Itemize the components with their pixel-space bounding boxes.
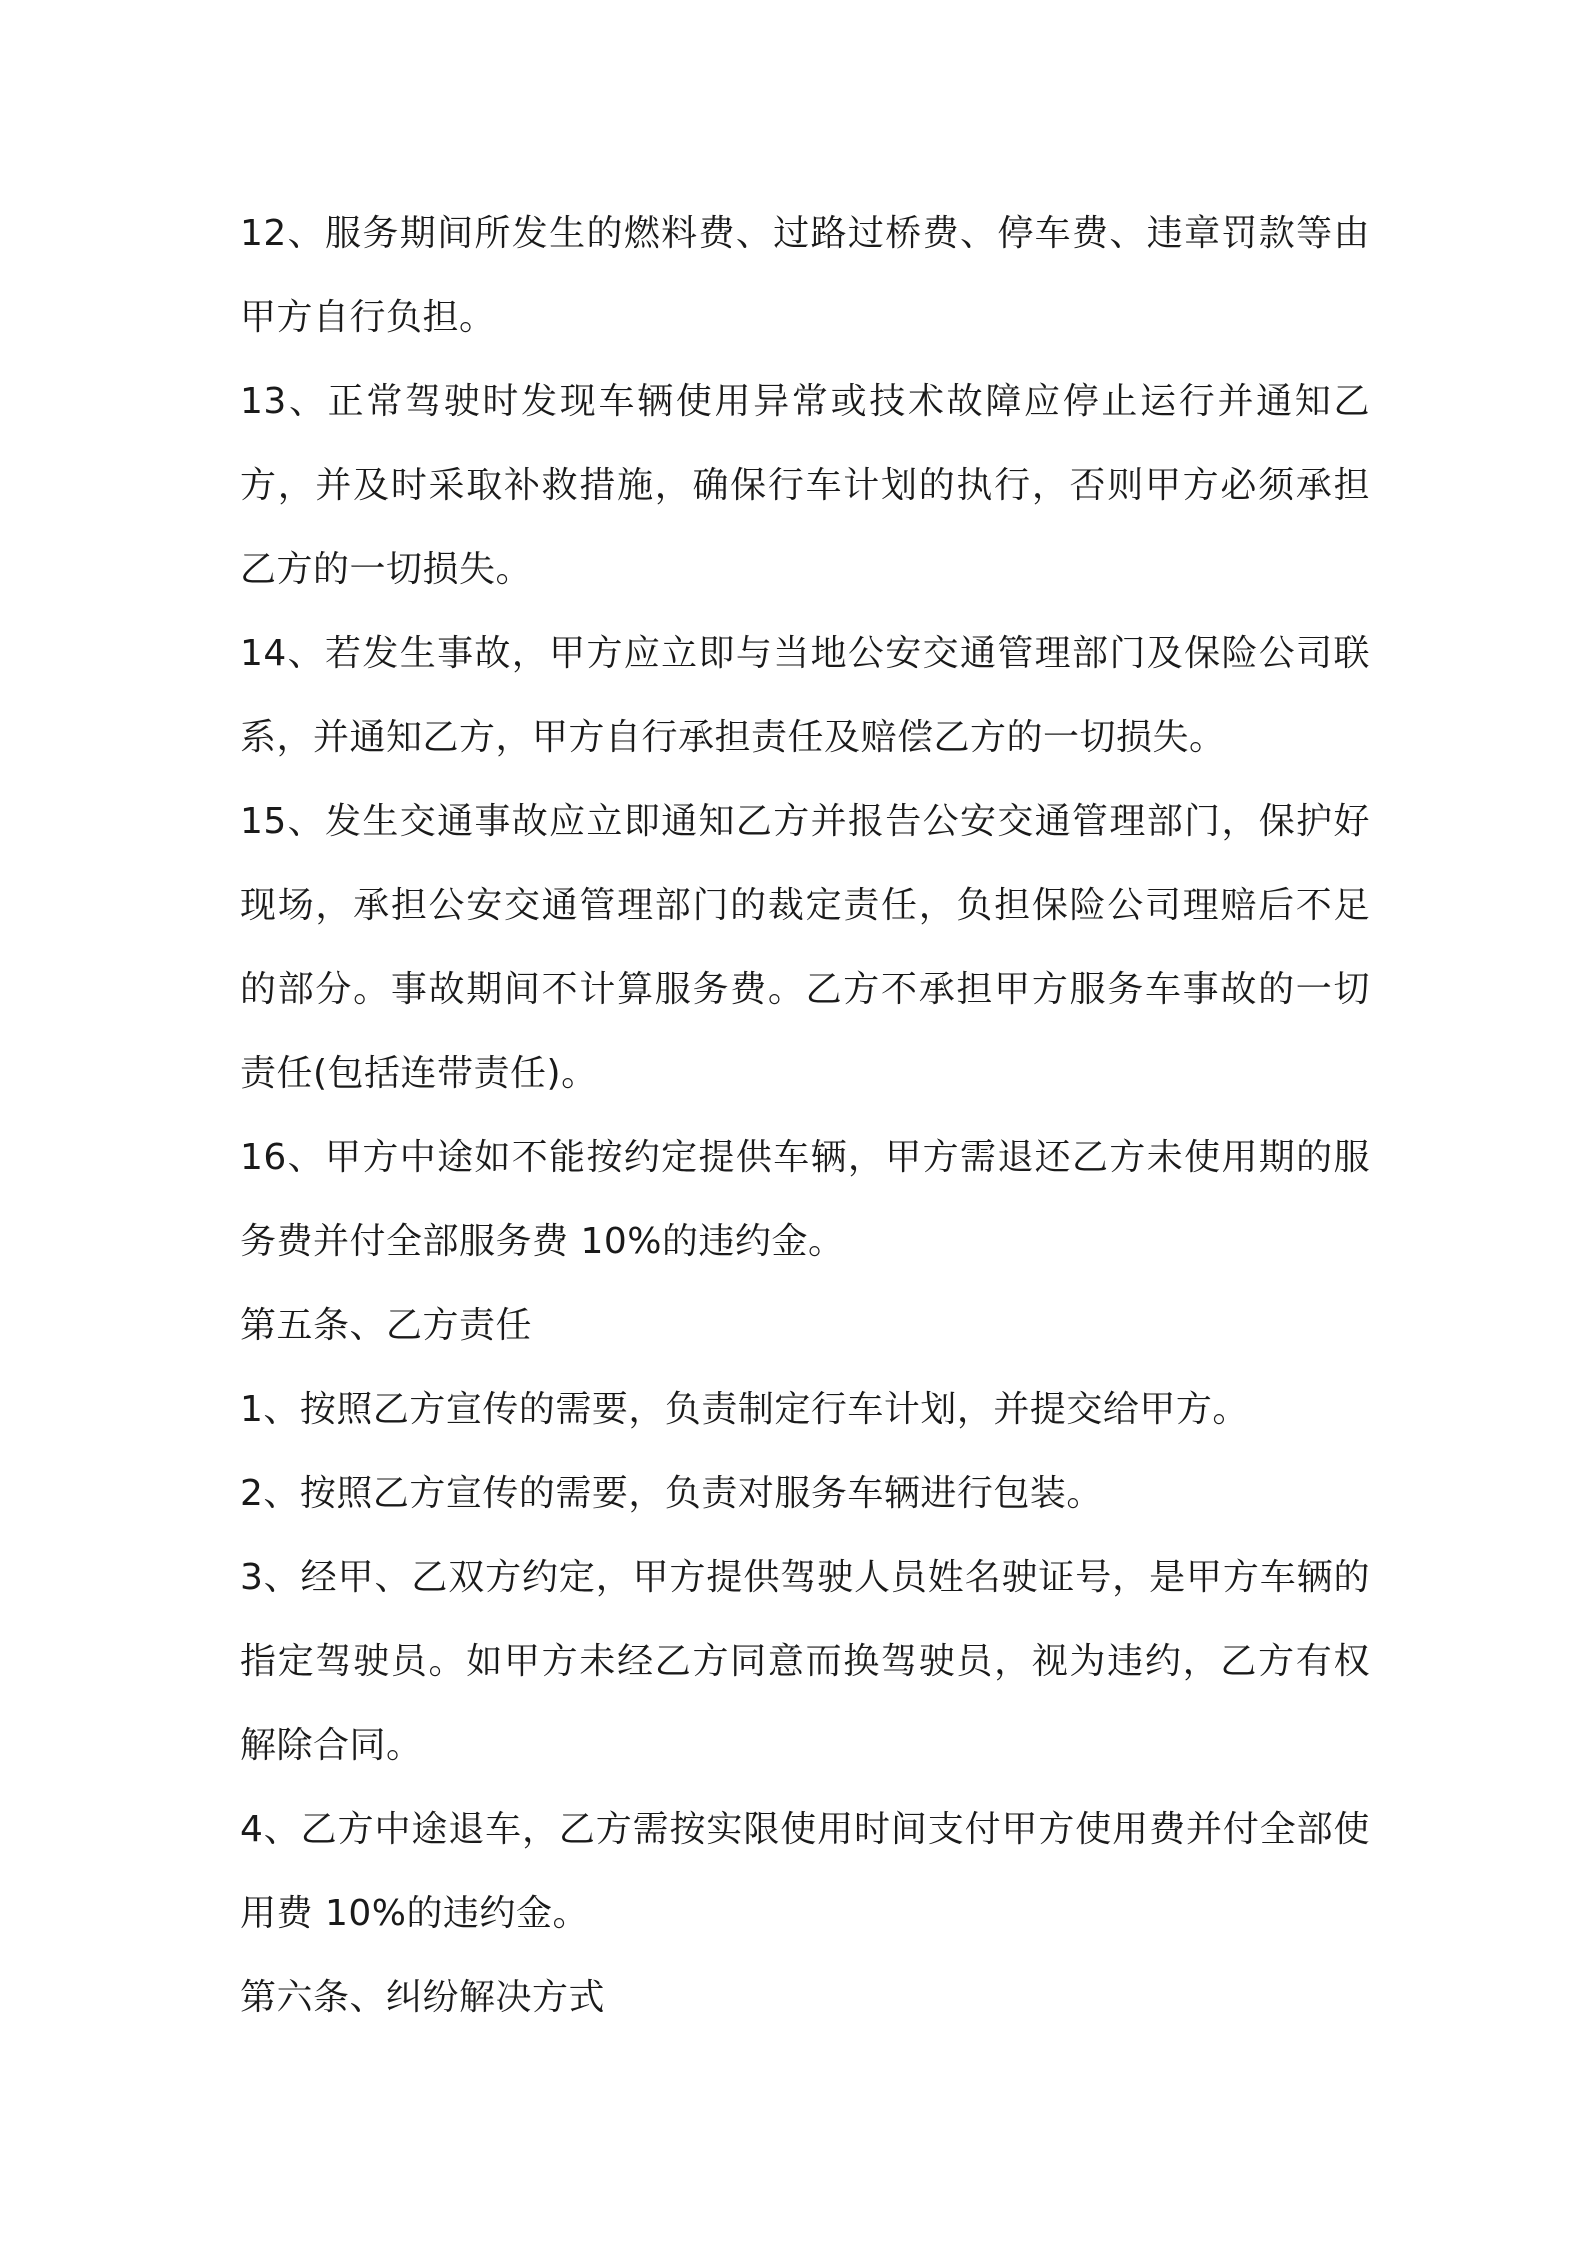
paragraph-clause-12: 12、服务期间所发生的燃料费、过路过桥费、停车费、违章罚款等由甲方自行负担。: [240, 213, 1370, 338]
section-heading-article-5: 第五条、乙方责任: [240, 1305, 533, 1346]
paragraph-article-5-item-4: 4、乙方中途退车，乙方需按实限使用时间支付甲方使用费并付全部使用费 10%的违约金。: [240, 1809, 1370, 1934]
paragraph-article-5-item-1: 1、按照乙方宣传的需要，负责制定行车计划，并提交给甲方。: [240, 1389, 1249, 1430]
paragraph-clause-15: 15、发生交通事故应立即通知乙方并报告公安交通管理部门，保护好现场，承担公安交通管理部门的裁定责任，负担保险公司理赔后不足的部分。事故期间不计算服务费。乙方不承担甲方服务车事故的一切责任(包括连带责任)。: [240, 801, 1370, 1094]
paragraph-article-5-item-2: 2、按照乙方宣传的需要，负责对服务车辆进行包装。: [240, 1473, 1103, 1514]
section-heading-article-6: 第六条、纠纷解决方式: [240, 1977, 606, 2018]
paragraph-clause-14: 14、若发生事故，甲方应立即与当地公安交通管理部门及保险公司联系，并通知乙方，甲方自行承担责任及赔偿乙方的一切损失。: [240, 633, 1370, 758]
paragraph-clause-13: 13、正常驾驶时发现车辆使用异常或技术故障应停止运行并通知乙方，并及时采取补救措施，确保行车计划的执行，否则甲方必须承担乙方的一切损失。: [240, 381, 1370, 590]
paragraph-article-5-item-3: 3、经甲、乙双方约定，甲方提供驾驶人员姓名驶证号，是甲方车辆的指定驾驶员。如甲方未经乙方同意而换驾驶员，视为违约，乙方有权解除合同。: [240, 1557, 1370, 1766]
paragraph-clause-16: 16、甲方中途如不能按约定提供车辆，甲方需退还乙方未使用期的服务费并付全部服务费 10%的违约金。: [240, 1137, 1370, 1262]
document-body: [240, 192, 1370, 2040]
